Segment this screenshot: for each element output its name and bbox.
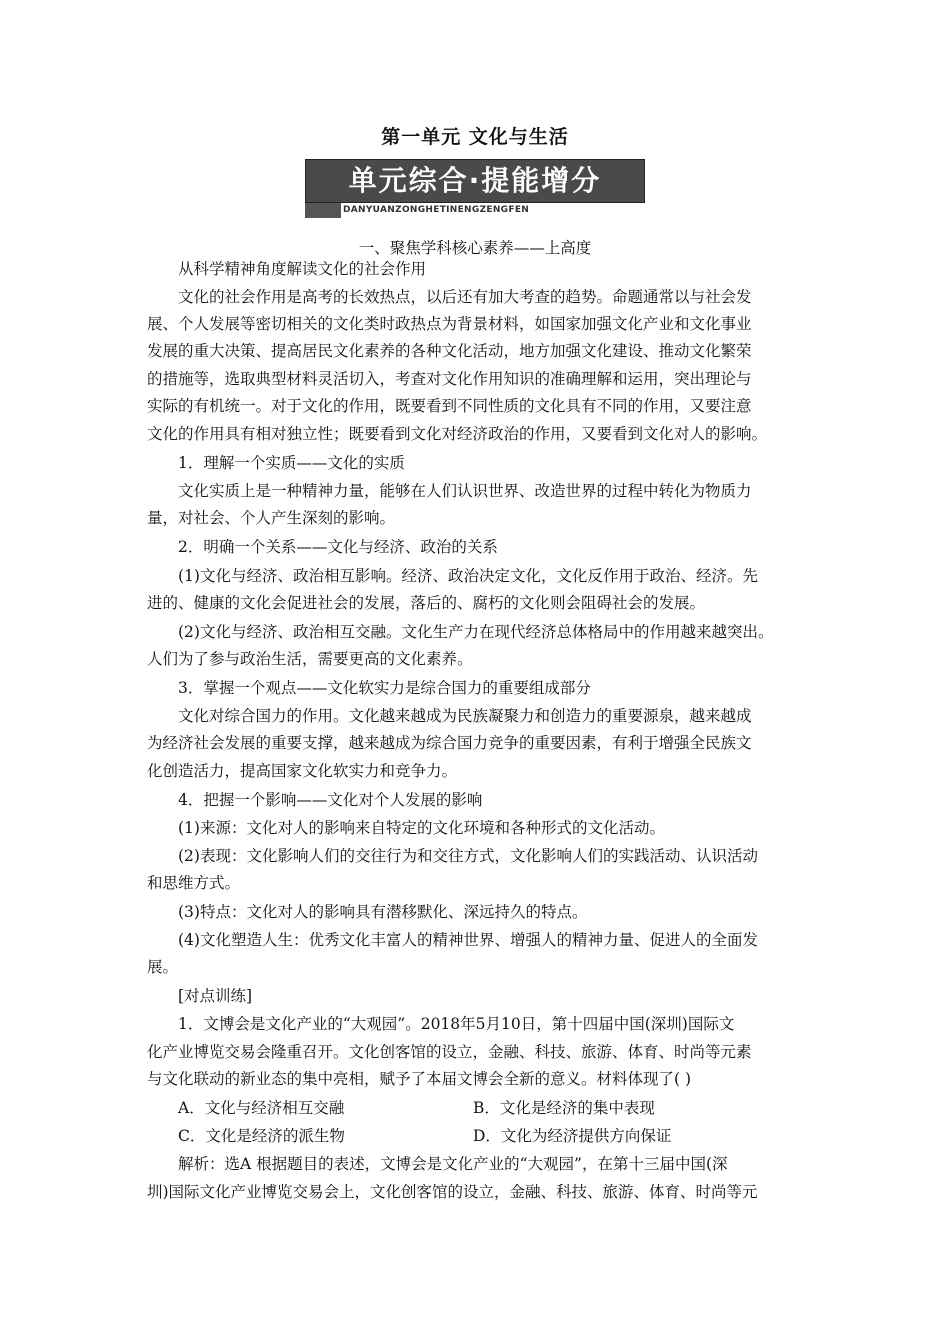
banner-stripe (305, 203, 341, 218)
point-4-2-line: (2)表现：文化影响人们的交往行为和交往方式，文化影响人们的实践活动、认识活动 (178, 847, 758, 865)
intro-line: 文化的社会作用是高考的长效热点，以后还有加大考查的趋势。命题通常以与社会发 (178, 288, 752, 306)
point-3-line: 化创造活力，提高国家文化软实力和竞争力。 (147, 762, 458, 780)
banner-pinyin: DANYUANZONGHETINENGZENGFEN (343, 205, 530, 215)
intro-line: 的措施等，选取典型材料灵活切入，考查对文化作用知识的准确理解和运用，突出理论与 (147, 370, 752, 388)
intro-line: 展、个人发展等密切相关的文化类时政热点为背景材料，如国家加强文化产业和文化事业 (147, 315, 752, 333)
section-heading: 一、聚焦学科核心素养——上高度 (358, 239, 592, 257)
unit-title: 第一单元 文化与生活 (381, 126, 569, 148)
point-3-line: 文化对综合国力的作用。文化越来越成为民族凝聚力和创造力的重要源泉，越来越成 (178, 707, 752, 725)
point-3-line: 为经济社会发展的重要支撑，越来越成为综合国力竞争的重要因素，有利于增强全民族文 (147, 734, 752, 752)
question-1-line: 化产业博览交易会隆重召开。文化创客馆的设立，金融、科技、旅游、体育、时尚等元素 (147, 1043, 752, 1061)
point-4-2-line: 和思维方式。 (147, 874, 241, 892)
analysis-line: 圳)国际文化产业博览交易会上，文化创客馆的设立，金融、科技、旅游、体育、时尚等元 (147, 1183, 758, 1201)
option-a: A．文化与经济相互交融 (178, 1099, 345, 1117)
question-1-line: 1．文博会是文化产业的“大观园”。2018年5月10日，第十四届中国(深圳)国际文 (178, 1015, 735, 1033)
option-b: B．文化是经济的集中表现 (473, 1099, 655, 1117)
point-2-1-line: 进的、健康的文化会促进社会的发展，落后的、腐朽的文化则会阻碍社会的发展。 (147, 594, 706, 612)
intro-line: 发展的重大决策、提高居民文化素养的各种文化活动，地方加强文化建设、推动文化繁荣 (147, 342, 752, 360)
point-3-heading: 3．掌握一个观点——文化软实力是综合国力的重要组成部分 (178, 679, 591, 697)
analysis-line: 解析：选A 根据题目的表述，文博会是文化产业的“大观园”，在第十三届中国(深 (178, 1155, 728, 1173)
banner-text: 单元综合·提能增分 (348, 164, 602, 197)
option-d: D．文化为经济提供方向保证 (473, 1127, 672, 1145)
practice-label: [对点训练] (178, 987, 253, 1005)
point-2-heading: 2．明确一个关系——文化与经济、政治的关系 (178, 538, 498, 556)
question-1-line: 与文化联动的新业态的集中亮相，赋予了本届文博会全新的意义。材料体现了( ) (147, 1070, 692, 1088)
point-1-line: 文化实质上是一种精神力量，能够在人们认识世界、改造世界的过程中转化为物质力 (178, 482, 752, 500)
intro-line: 文化的作用具有相对独立性；既要看到文化对经济政治的作用，又要看到文化对人的影响。 (147, 425, 768, 443)
unit-banner (305, 159, 650, 221)
intro-line: 实际的有机统一。对于文化的作用，既要看到不同性质的文化具有不同的作用，又要注意 (147, 397, 752, 415)
option-c: C．文化是经济的派生物 (178, 1127, 345, 1145)
point-2-1-line: (1)文化与经济、政治相互影响。经济、政治决定文化，文化反作用于政治、经济。先 (178, 567, 758, 585)
point-4-heading: 4．把握一个影响——文化对个人发展的影响 (178, 791, 483, 809)
point-2-2-line: 人们为了参与政治生活，需要更高的文化素养。 (147, 650, 473, 668)
point-1-line: 量，对社会、个人产生深刻的影响。 (147, 509, 396, 527)
point-1-heading: 1．理解一个实质——文化的实质 (178, 454, 405, 472)
point-4-4-line: (4)文化塑造人生：优秀文化丰富人的精神世界、增强人的精神力量、促进人的全面发 (178, 931, 758, 949)
point-4-4-line: 展。 (147, 958, 179, 976)
topic-heading: 从科学精神角度解读文化的社会作用 (178, 260, 427, 278)
point-2-2-line: (2)文化与经济、政治相互交融。文化生产力在现代经济总体格局中的作用越来越突出。 (178, 623, 774, 641)
point-4-3-line: (3)特点：文化对人的影响具有潜移默化、深远持久的特点。 (178, 903, 588, 921)
point-4-1-line: (1)来源：文化对人的影响来自特定的文化环境和各种形式的文化活动。 (178, 819, 665, 837)
